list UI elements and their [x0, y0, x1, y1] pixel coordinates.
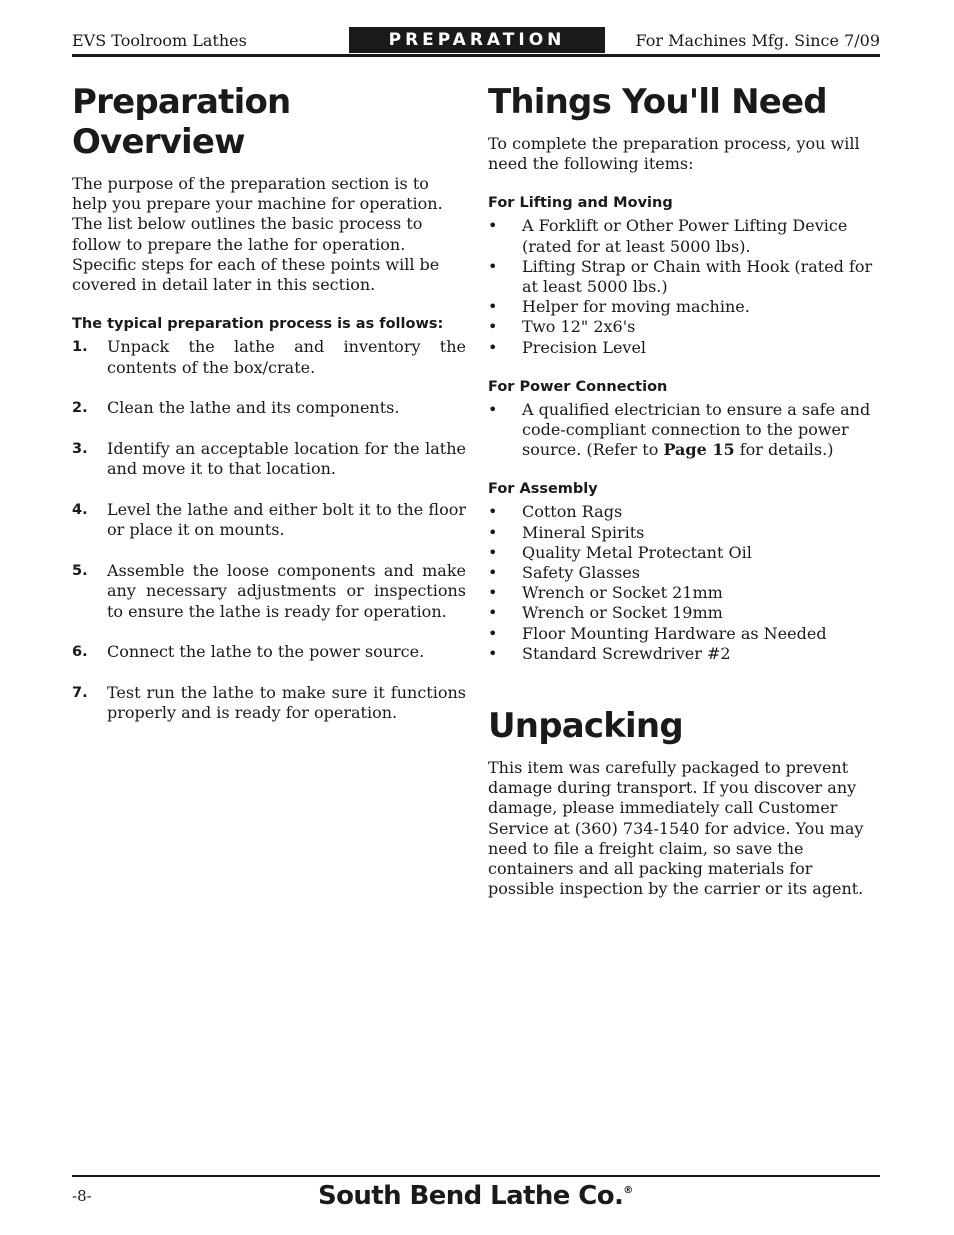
things-intro: To complete the preparation process, you will need the following items: [488, 134, 860, 174]
process-step [72, 683, 466, 724]
list-item [488, 603, 883, 623]
list-item [488, 583, 883, 603]
step-number: 7. [72, 684, 88, 701]
list-item [488, 297, 883, 317]
unpacking-heading: Unpacking [488, 706, 683, 747]
list-item [488, 502, 883, 522]
list-item [488, 644, 883, 664]
step-text: Assemble the loose components and make any necessary adjustments or inspections to ensure the lathe is ready for operation. [107, 560, 466, 621]
list-item-text: Two 12" 2x6's [522, 317, 636, 337]
bullet-icon: • [488, 603, 498, 623]
power-subheading: For Power Connection [488, 378, 668, 395]
process-step [72, 642, 466, 663]
unpacking-text: This item was carefully packaged to prevent damage during transport. If you discover any damage, please immediately call Customer Service at (360) 734-1540 for advice. You may need to file a freight claim, so save the containers and all packing materials for possible inspection by the carrier or its agent. [488, 758, 864, 899]
assembly-items-list [488, 502, 883, 664]
power-item-after: for details.) [734, 440, 834, 460]
list-item-text: Standard Screwdriver #2 [522, 643, 731, 663]
list-item [488, 400, 883, 461]
header-manual-title: EVS Toolroom Lathes [72, 31, 247, 50]
things-you-need-heading: Things You'll Need [488, 82, 827, 122]
step-number: 3. [72, 440, 88, 457]
brand-name: South Bend Lathe Co. [318, 1181, 624, 1211]
bullet-icon: • [488, 297, 498, 317]
list-item [488, 338, 883, 358]
process-step [72, 561, 466, 623]
power-items-list [488, 400, 883, 461]
list-item-text: Cotton Rags [522, 502, 623, 522]
page-reference: Page 15 [663, 440, 735, 460]
step-text: Level the lathe and either bolt it to the floor or place it on mounts. [107, 499, 466, 540]
lifting-items-list [488, 216, 883, 357]
bullet-icon: • [488, 502, 498, 522]
bullet-icon: • [488, 399, 498, 419]
power-item-before: A qualified electrician to ensure a safe and code-compliant connection to the power source. (Refer to [522, 399, 871, 460]
list-item-text: Wrench or Socket 19mm [522, 603, 723, 623]
list-item-text: Wrench or Socket 21mm [522, 583, 723, 603]
right-column [488, 82, 883, 899]
brand-logo [318, 1181, 633, 1211]
overview-intro: The purpose of the preparation section is to help you prepare your machine for operation. The list below outlines the basic process to follow to prepare the lathe for operation. Specific steps for each of these points will be covered in detail later in this section. [72, 174, 443, 295]
page-header [72, 26, 880, 57]
step-number: 5. [72, 562, 88, 579]
bullet-icon: • [488, 216, 498, 236]
step-number: 4. [72, 501, 88, 518]
step-number: 6. [72, 644, 88, 661]
bullet-icon: • [488, 623, 498, 643]
list-item [488, 543, 883, 563]
list-item [488, 317, 883, 337]
process-step [72, 398, 466, 419]
page-footer [72, 1175, 880, 1211]
header-machine-date: For Machines Mfg. Since 7/09 [635, 31, 880, 50]
registered-mark: ® [623, 1185, 633, 1196]
list-item-text: A Forklift or Other Power Lifting Device (rated for at least 5000 lbs). [522, 216, 848, 256]
header-section-title: PREPARATION [349, 27, 605, 53]
process-step [72, 439, 466, 480]
step-number: 2. [72, 400, 88, 417]
process-steps-list [72, 337, 466, 724]
assembly-subheading: For Assembly [488, 481, 598, 498]
step-text: Identify an acceptable location for the lathe and move it to that location. [107, 438, 466, 479]
list-item [488, 624, 883, 644]
list-item-text: Precision Level [522, 337, 647, 357]
list-item [488, 216, 883, 256]
process-subheading: The typical preparation process is as follows: [72, 316, 444, 333]
process-step [72, 500, 466, 541]
list-item [488, 563, 883, 583]
bullet-icon: • [488, 256, 498, 276]
list-item-text: Helper for moving machine. [522, 297, 750, 317]
lifting-subheading: For Lifting and Moving [488, 195, 673, 212]
preparation-overview-heading: Preparation Overview [72, 82, 291, 162]
bullet-icon: • [488, 542, 498, 562]
bullet-icon: • [488, 643, 498, 663]
bullet-icon: • [488, 583, 498, 603]
bullet-icon: • [488, 337, 498, 357]
list-item-text: Lifting Strap or Chain with Hook (rated for at least 5000 lbs.) [522, 256, 873, 297]
page-number: -8- [72, 1187, 92, 1205]
list-item-text: Quality Metal Protectant Oil [522, 542, 752, 562]
process-step [72, 337, 466, 378]
step-number: 1. [72, 339, 88, 356]
bullet-icon: • [488, 317, 498, 337]
step-text: Unpack the lathe and inventory the contents of the box/crate. [107, 337, 466, 377]
list-item-text: Floor Mounting Hardware as Needed [522, 623, 827, 643]
step-text: Clean the lathe and its components. [107, 398, 400, 418]
step-text: Test run the lathe to make sure it functions properly and is ready for operation. [107, 682, 466, 723]
list-item [488, 257, 883, 297]
left-column [72, 82, 466, 744]
bullet-icon: • [488, 522, 498, 542]
step-text: Connect the lathe to the power source. [107, 642, 425, 662]
list-item-text: Safety Glasses [522, 563, 640, 583]
bullet-icon: • [488, 563, 498, 583]
power-item-text [522, 400, 883, 461]
list-item-text: Mineral Spirits [522, 522, 645, 542]
list-item [488, 523, 883, 543]
